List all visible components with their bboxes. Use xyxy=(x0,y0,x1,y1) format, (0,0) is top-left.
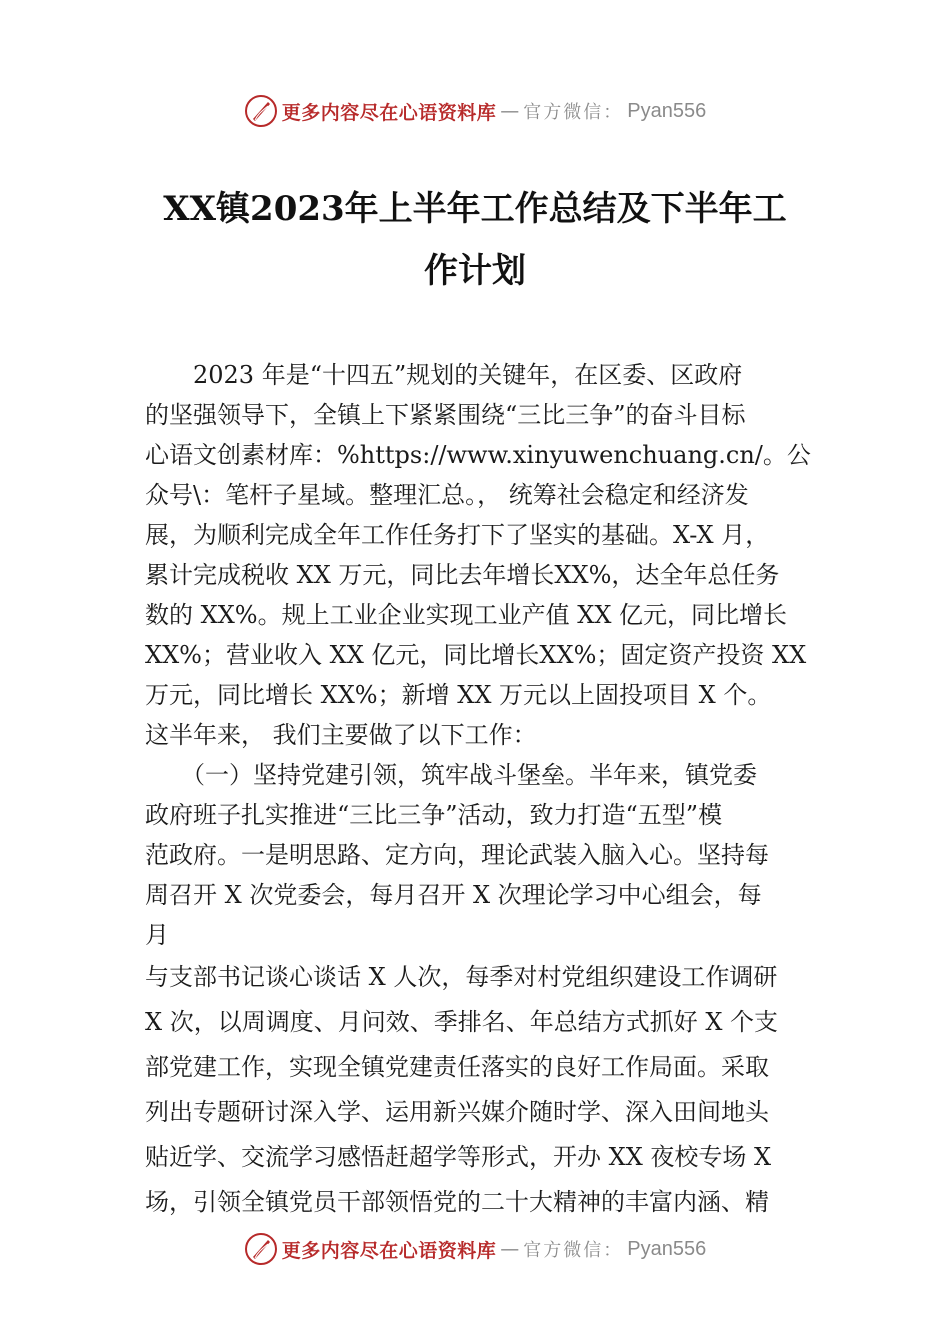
body-line: 的坚强领导下，全镇上下紧紧围绕“三比三争”的奋斗目标 xyxy=(145,401,746,429)
banner-label: 官方微信： xyxy=(523,102,624,123)
quill-logo-icon xyxy=(244,1232,278,1266)
body-line: XX%；营业收入 XX 亿元，同比增长XX%；固定资产投资 XX xyxy=(145,641,807,669)
body-line: 部党建工作，实现全镇党建责任落实的良好工作局面。采取 xyxy=(145,1053,769,1081)
body-line: 心语文创素材库：%https://www.xinyuwenchuang.cn/。公 xyxy=(145,441,811,469)
body-line: 数的 XX%。规上工业企业实现工业产值 XX 亿元，同比增长 xyxy=(145,601,788,629)
body-line: 2023 年是“十四五”规划的关键年，在区委、区政府 xyxy=(145,361,743,389)
body-line: 展，为顺利完成全年工作任务打下了坚实的基础。X-X 月， xyxy=(145,521,770,549)
body-line: 与支部书记谈心谈话 X 人次，每季对村党组织建设工作调研 xyxy=(145,963,778,991)
title-line-1: XX镇2023年上半年工作总结及下半年工 xyxy=(163,189,787,229)
document-body xyxy=(145,355,810,1225)
body-line: 范政府。一是明思路、定方向，理论武装入脑入心。坚持每 xyxy=(145,841,769,869)
body-line: 这半年来， 我们主要做了以下工作： xyxy=(145,721,537,749)
body-line: 周召开 X 次党委会，每月召开 X 次理论学习中心组会，每 xyxy=(145,881,762,909)
body-line: 月 xyxy=(145,921,169,949)
banner-text: 更多内容尽在心语资料库 xyxy=(281,101,497,124)
banner-text: 更多内容尽在心语资料库 xyxy=(281,1239,497,1262)
banner-wechat-id: Pyan556 xyxy=(627,99,707,122)
title-line-2: 作计划 xyxy=(424,251,526,291)
footer-banner xyxy=(0,1232,950,1272)
body-line: （一）坚持党建引领，筑牢战斗堡垒。半年来，镇党委 xyxy=(145,761,757,789)
body-line: 众号\：笔杆子星域。整理汇总。， 统筹社会稳定和经济发 xyxy=(145,481,749,509)
body-line: X 次，以周调度、月问效、季排名、年总结方式抓好 X 个支 xyxy=(145,1008,779,1036)
banner-label: 官方微信： xyxy=(523,1240,624,1261)
body-line: 万元，同比增长 XX%；新增 XX 万元以上固投项目 X 个。 xyxy=(145,681,772,709)
banner-wechat-id: Pyan556 xyxy=(627,1237,707,1260)
banner-separator: — xyxy=(500,100,520,122)
body-line: 贴近学、交流学习感悟赶超学等形式，开办 XX 夜校专场 X xyxy=(145,1143,772,1171)
body-line: 政府班子扎实推进“三比三争”活动，致力打造“五型”模 xyxy=(145,801,723,829)
header-banner xyxy=(0,94,950,134)
banner-separator: — xyxy=(500,1238,520,1260)
body-line: 累计完成税收 XX 万元，同比去年增长XX%，达全年总任务 xyxy=(145,561,780,589)
document-title xyxy=(120,178,830,302)
body-line: 列出专题研讨深入学、运用新兴媒介随时学、深入田间地头 xyxy=(145,1098,769,1126)
quill-logo-icon xyxy=(244,94,278,128)
body-line: 场，引领全镇党员干部领悟党的二十大精神的丰富内涵、精 xyxy=(145,1188,769,1216)
